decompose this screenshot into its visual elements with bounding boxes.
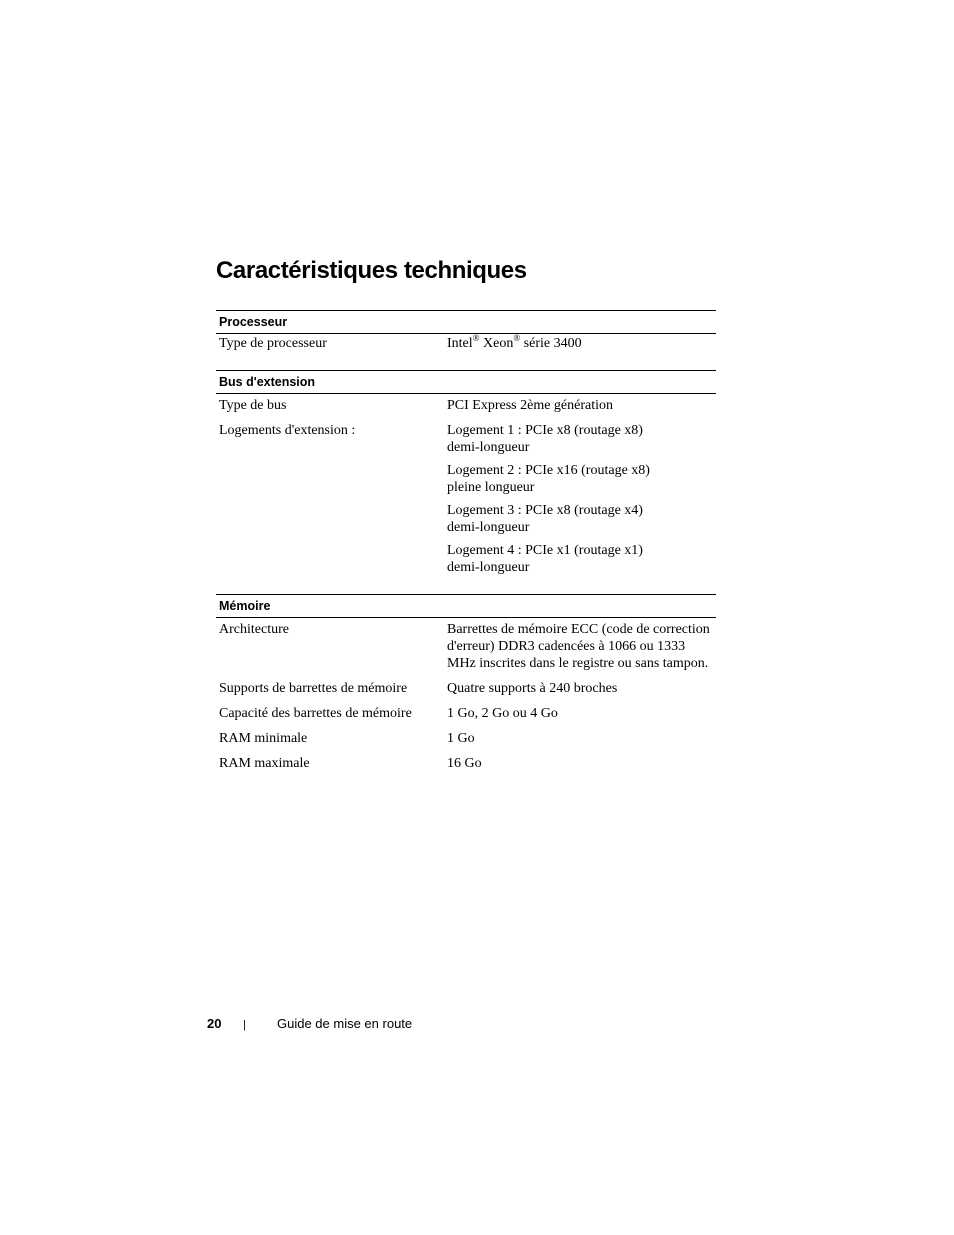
page-number: 20: [207, 1016, 222, 1031]
spec-row: [216, 705, 716, 722]
spec-label: Logements d'extension :: [219, 423, 356, 438]
section-heading: Bus d'extension: [216, 370, 716, 394]
spec-row: [216, 422, 716, 576]
spec-value-text: PCI Express 2ème génération: [447, 398, 614, 413]
guide-title: Guide de mise en route: [277, 1016, 413, 1031]
section-memory: [216, 594, 716, 772]
specifications-table: [216, 310, 716, 772]
section-processor: [216, 310, 716, 358]
spec-value: [444, 730, 716, 747]
page-footer: [207, 1014, 412, 1035]
spec-value: [444, 422, 716, 576]
spec-value-text: 16 Go: [447, 756, 482, 771]
slot-4-description: Logement 4 : PCIe x1 (routage x1) demi-longueur: [447, 543, 643, 575]
spec-row: [216, 730, 716, 747]
section-heading: Processeur: [216, 310, 716, 334]
page-title: Caractéristiques techniques: [216, 257, 527, 284]
spec-value: [444, 755, 716, 772]
spec-value-text: 1 Go: [447, 731, 475, 746]
spec-value-text: Quatre supports à 240 broches: [447, 681, 618, 696]
slot-3-description: Logement 3 : PCIe x8 (routage x4) demi-longueur: [447, 503, 643, 535]
spec-label: Supports de barrettes de mémoire: [219, 681, 408, 696]
spec-value: [444, 621, 716, 672]
spec-value: [444, 335, 716, 352]
spec-value: [444, 397, 716, 414]
spec-row: [216, 755, 716, 772]
footer-separator: |: [243, 1019, 246, 1031]
slot-1-description: Logement 1 : PCIe x8 (routage x8) demi-longueur: [447, 423, 643, 455]
registered-trademark-symbol: ®: [472, 333, 480, 343]
spec-label: Capacité des barrettes de mémoire: [219, 706, 412, 721]
spec-value-text: 1 Go, 2 Go ou 4 Go: [447, 706, 558, 721]
spec-label: Type de processeur: [219, 336, 327, 351]
spec-value: [444, 680, 716, 697]
spec-label: Architecture: [219, 622, 289, 637]
spec-value-text: Intel: [447, 336, 473, 351]
spec-row: [216, 621, 716, 672]
registered-trademark-symbol: ®: [513, 333, 521, 343]
section-heading: Mémoire: [216, 594, 716, 618]
spec-value-text: Xeon: [479, 336, 514, 351]
slot-2-description: Logement 2 : PCIe x16 (routage x8) pleine longueur: [447, 463, 650, 495]
spec-row: [216, 397, 716, 414]
spec-value: [444, 705, 716, 722]
spec-value-text: série 3400: [520, 336, 582, 351]
spec-label: Type de bus: [219, 398, 287, 413]
spec-value-text: Barrettes de mémoire ECC (code de correction d'erreur) DDR3 cadencées à 1066 ou 1333 MHz inscrites dans le registre ou sans tampon.: [447, 622, 710, 671]
spec-row: [216, 680, 716, 697]
spec-row: [216, 335, 716, 352]
section-expansion-bus: [216, 370, 716, 594]
spec-label: RAM maximale: [219, 756, 310, 771]
spec-label: RAM minimale: [219, 731, 308, 746]
